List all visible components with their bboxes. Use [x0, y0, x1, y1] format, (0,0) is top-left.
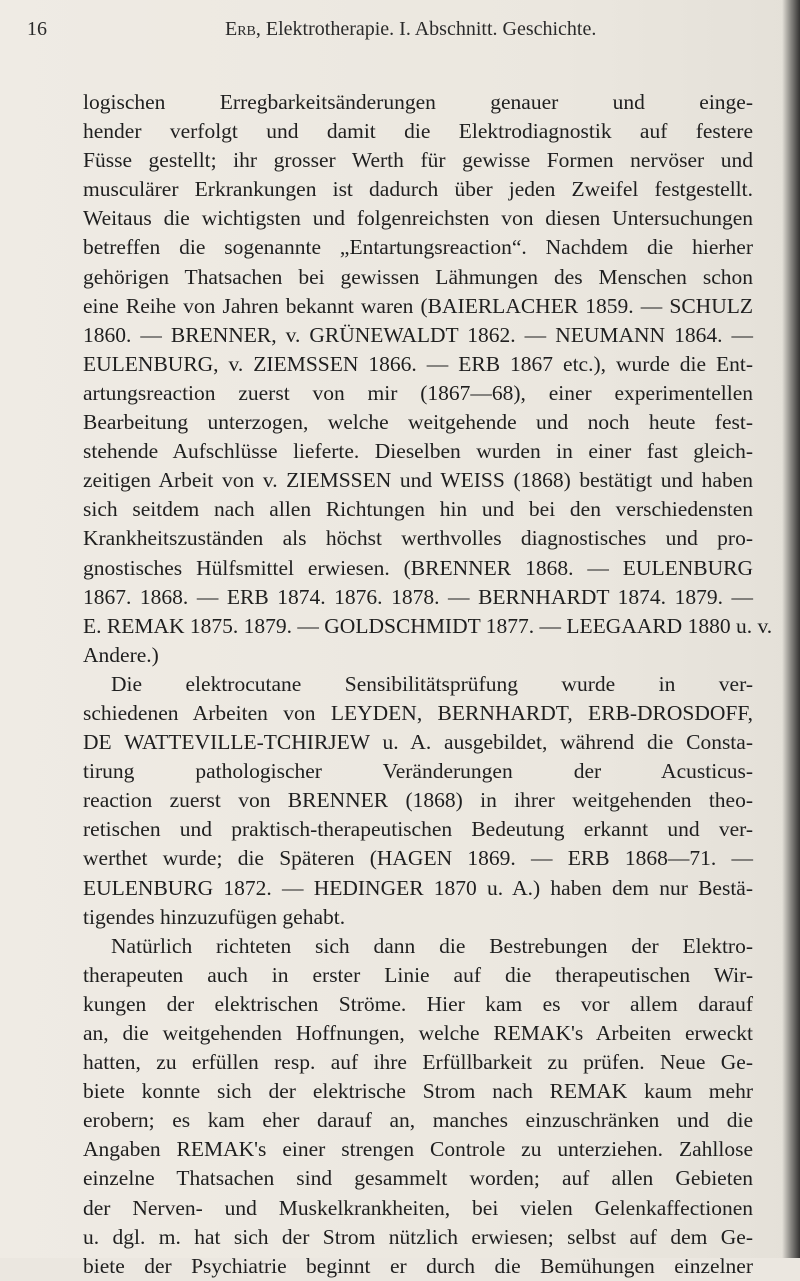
text-line: DE WATTEVILLE-TCHIRJEW u. A. ausgebildet, während die Consta- [83, 730, 753, 755]
text-line: gnostisches Hülfsmittel erwiesen. (BRENNER 1868. — EULENBURG [83, 555, 753, 580]
text-line: sich seitdem nach allen Richtungen hin und bei den verschiedensten [83, 497, 753, 522]
text-line: gehörigen Thatsachen bei gewissen Lähmungen des Menschen schon [83, 264, 753, 289]
text-line: Die elektrocutane Sensibilitätsprüfung wurde in ver- [111, 671, 753, 696]
text-line: eine Reihe von Jahren bekannt waren (BAIERLACHER 1859. — SCHULZ [83, 293, 753, 318]
text-line: Natürlich richteten sich dann die Bestrebungen der Elektro- [111, 933, 753, 958]
text-line: an, die weitgehenden Hoffnungen, welche REMAK's Arbeiten erweckt [83, 1021, 753, 1045]
text-line: EULENBURG 1872. — HEDINGER 1870 u. A.) haben dem nur Bestä- [83, 875, 753, 900]
page-edge-shadow [782, 0, 800, 1258]
text-line: Angaben REMAK's einer strengen Controle zu unterziehen. Zahllose [83, 1137, 753, 1162]
text-line: erobern; es kam eher darauf an, manches einzuschränken und die [83, 1108, 753, 1133]
text-line: Krankheitszuständen als höchst werthvolles diagnostisches und pro- [83, 526, 753, 551]
text-line: Weitaus die wichtigsten und folgenreichsten von diesen Untersuchungen [83, 206, 753, 231]
text-line: schiedenen Arbeiten von LEYDEN, BERNHARDT, ERB-DROSDOFF, [83, 700, 753, 725]
text-line: retischen und praktisch-therapeutischen Bedeutung erkannt und ver- [83, 817, 753, 842]
text-line: tirung pathologischer Veränderungen der Acusticus- [83, 759, 753, 784]
text-line: Andere.) [83, 642, 159, 667]
text-line: 1867. 1868. — ERB 1874. 1876. 1878. — BERNHARDT 1874. 1879. — [83, 584, 753, 609]
running-head-title-rest: , Elektrotherapie. I. Abschnitt. Geschichte. [255, 18, 597, 40]
text-line: 1860. — BRENNER, v. GRÜNEWALDT 1862. — NEUMANN 1864. — [83, 322, 753, 347]
text-line: biete konnte sich der elektrische Strom nach REMAK kaum mehr [83, 1079, 753, 1104]
text-line: stehende Aufschlüsse lieferte. Dieselben wurden in einer fast gleich- [83, 439, 753, 464]
text-line: Füsse gestellt; ihr grosser Werth für gewisse Formen nervöser und [83, 148, 753, 173]
text-line: zeitigen Arbeit von v. ZIEMSSEN und WEISS (1868) bestätigt und haben [83, 468, 753, 493]
text-line: E. REMAK 1875. 1879. — GOLDSCHMIDT 1877. — LEEGAARD 1880 u. v. [83, 613, 773, 638]
text-line: werthet wurde; die Späteren (HAGEN 1869. — ERB 1868—71. — [83, 846, 753, 871]
text-line: einzelne Thatsachen sind gesammelt worden; auf allen Gebieten [83, 1166, 753, 1191]
running-head-author: Erb [225, 18, 256, 40]
text-line: der Nerven- und Muskelkrankheiten, bei vielen Gelenkaffectionen [83, 1195, 753, 1220]
text-line: u. dgl. m. hat sich der Strom nützlich erwiesen; selbst auf dem Ge- [83, 1224, 753, 1249]
body-text [83, 88, 773, 1281]
text-line: hender verfolgt und damit die Elektrodiagnostik auf festere [83, 119, 753, 144]
text-line: EULENBURG, v. ZIEMSSEN 1866. — ERB 1867 etc.), wurde die Ent- [83, 351, 753, 376]
text-line: logischen Erregbarkeitsänderungen genauer und einge- [83, 90, 753, 114]
text-line: reaction zuerst von BRENNER (1868) in ihrer weitgehenden theo- [83, 788, 753, 813]
text-line: artungsreaction zuerst von mir (1867—68), einer experimentellen [83, 380, 753, 405]
running-head-title [225, 18, 596, 41]
text-line: betreffen die sogenannte „Entartungsreaction“. Nachdem die hierher [83, 235, 753, 260]
text-line: biete der Psychiatrie beginnt er durch die Bemühungen einzelner [83, 1253, 753, 1278]
text-line: therapeuten auch in erster Linie auf die therapeutischen Wir- [83, 962, 753, 987]
text-line: kungen der elektrischen Ströme. Hier kam es vor allem darauf [83, 991, 753, 1016]
text-line: musculärer Erkrankungen ist dadurch über jeden Zweifel festgestellt. [83, 177, 753, 202]
page-number: 16 [27, 18, 47, 40]
running-head [27, 18, 757, 44]
text-line: hatten, zu erfüllen resp. auf ihre Erfüllbarkeit zu prüfen. Neue Ge- [83, 1050, 753, 1075]
text-line: tigendes hinzuzufügen gehabt. [83, 904, 346, 929]
text-line: Bearbeitung unterzogen, welche weitgehende und noch heute fest- [83, 410, 753, 435]
